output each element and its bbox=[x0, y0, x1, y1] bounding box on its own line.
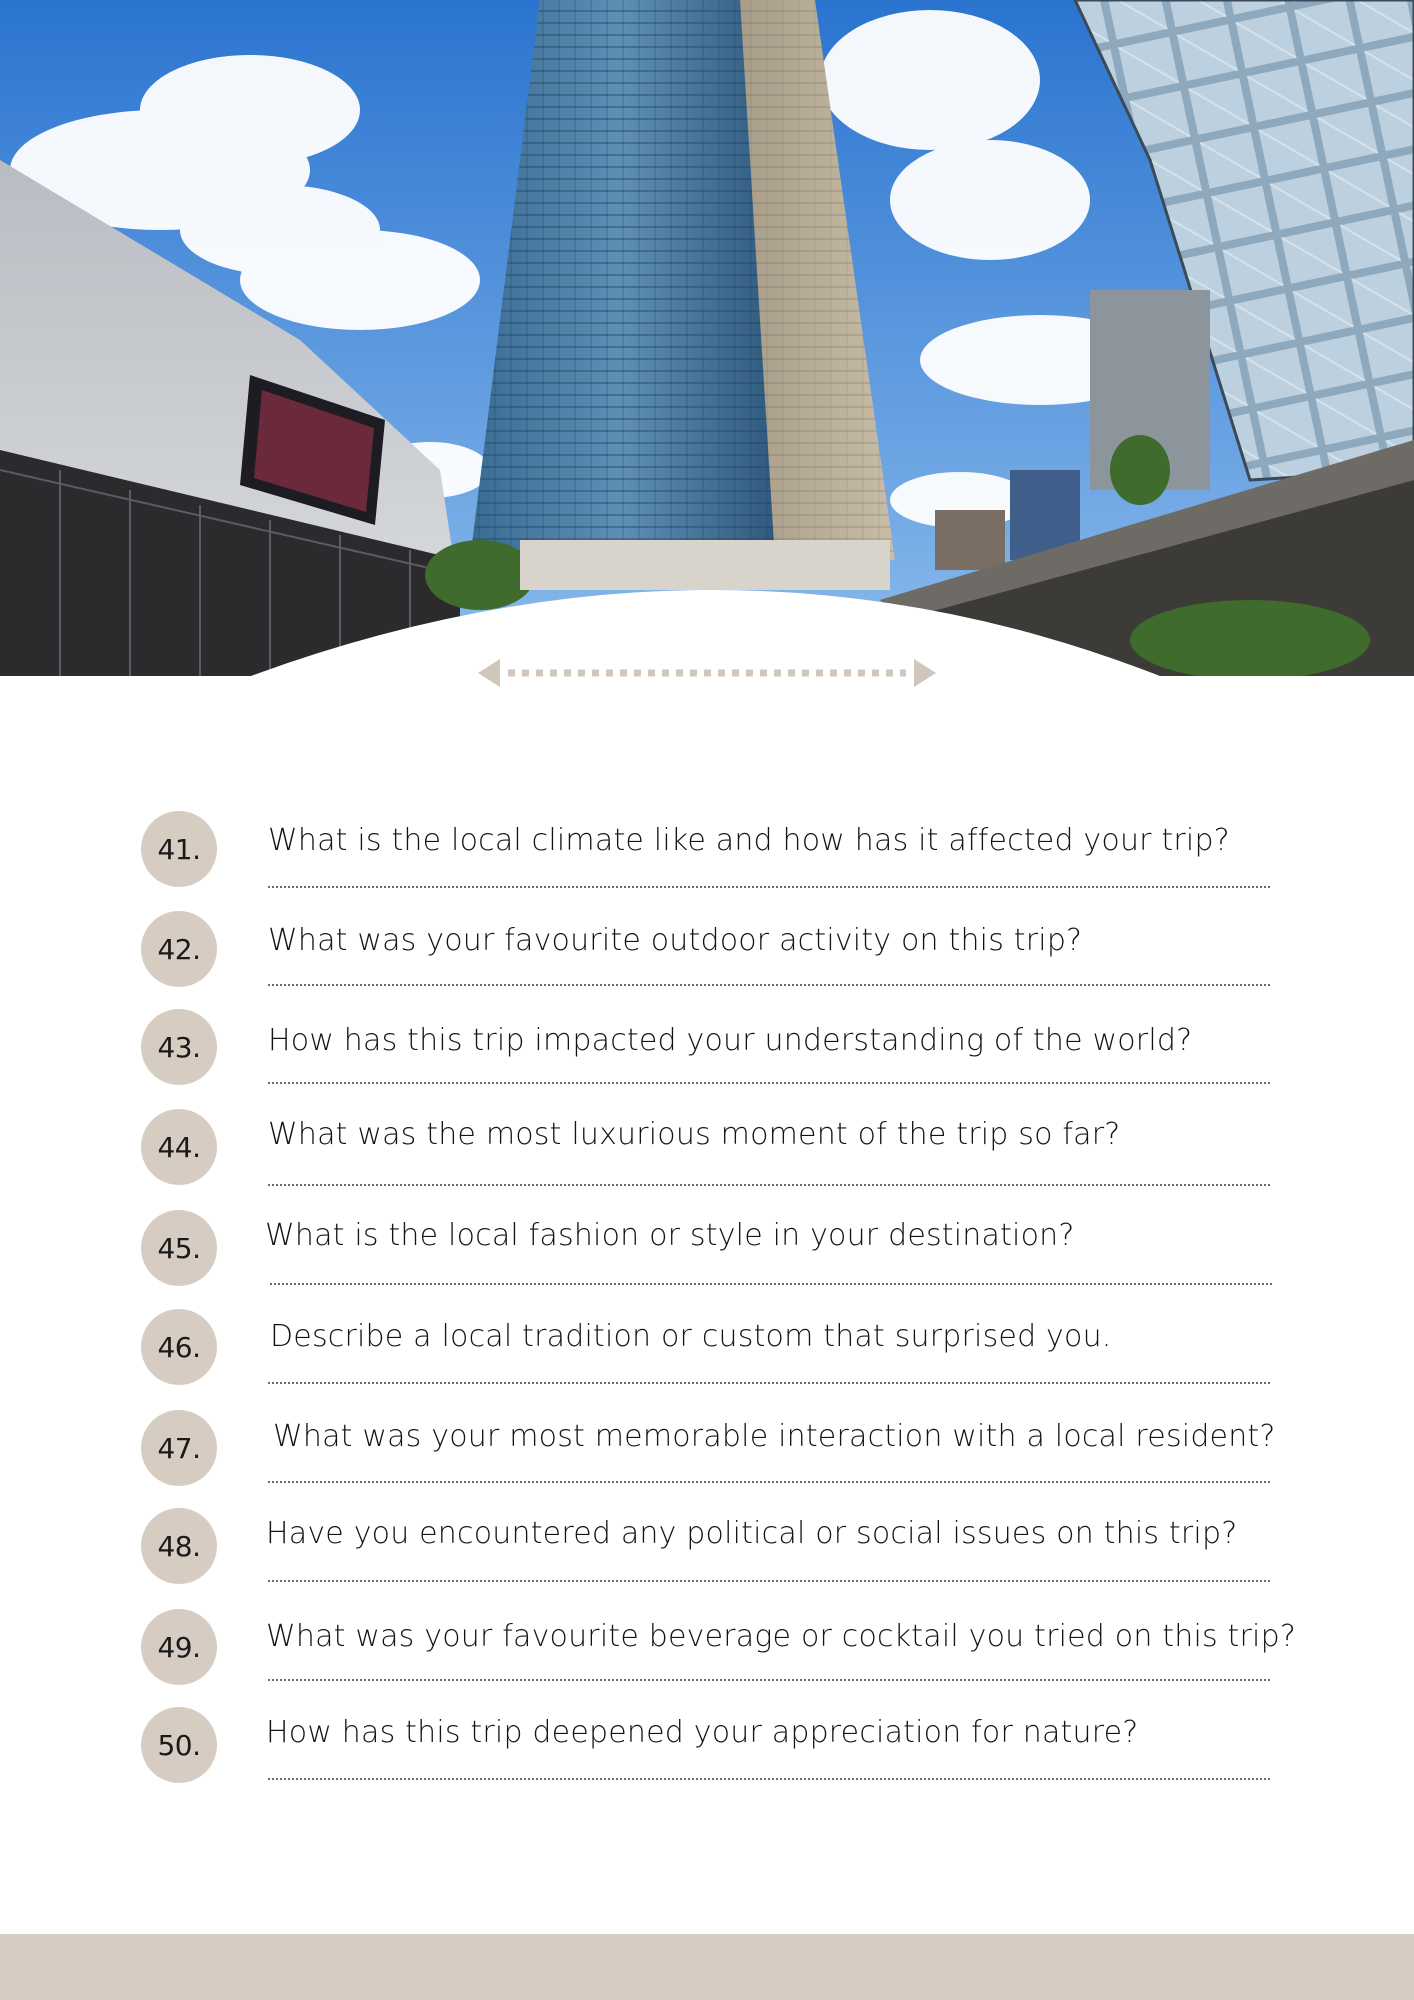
answer-line bbox=[268, 1778, 1270, 1780]
list-item bbox=[0, 1208, 1414, 1308]
list-item bbox=[0, 1307, 1414, 1407]
question-text: What was your most memorable interaction with a local resident? bbox=[273, 1419, 1276, 1454]
question-text: Have you encountered any political or social issues on this trip? bbox=[266, 1516, 1238, 1551]
question-text: What is the local climate like and how has it affected your trip? bbox=[268, 823, 1230, 858]
list-item bbox=[0, 909, 1414, 1009]
answer-line bbox=[268, 1382, 1270, 1384]
answer-line bbox=[268, 1679, 1270, 1681]
answer-line bbox=[268, 1082, 1270, 1084]
question-number: 42. bbox=[141, 911, 217, 987]
footer-band bbox=[0, 1934, 1414, 2000]
list-item bbox=[0, 1607, 1414, 1707]
answer-line bbox=[268, 1580, 1270, 1582]
question-number: 50. bbox=[141, 1707, 217, 1783]
question-number: 49. bbox=[141, 1609, 217, 1685]
question-number: 41. bbox=[141, 811, 217, 887]
question-text: How has this trip deepened your appreciation for nature? bbox=[266, 1715, 1139, 1750]
answer-line bbox=[268, 1481, 1270, 1483]
list-item bbox=[0, 1107, 1414, 1207]
answer-line bbox=[268, 886, 1270, 888]
city-skyline-illustration bbox=[0, 0, 1414, 680]
question-number: 44. bbox=[141, 1109, 217, 1185]
question-text: What was your favourite outdoor activity on this trip? bbox=[268, 923, 1083, 958]
question-text: How has this trip impacted your understanding of the world? bbox=[268, 1023, 1193, 1058]
question-number: 46. bbox=[141, 1309, 217, 1385]
answer-line bbox=[268, 984, 1270, 986]
list-item bbox=[0, 1705, 1414, 1805]
hero-photo bbox=[0, 0, 1414, 680]
question-text: What was the most luxurious moment of the trip so far? bbox=[268, 1117, 1121, 1152]
list-item bbox=[0, 809, 1414, 909]
question-text: Describe a local tradition or custom that surprised you. bbox=[270, 1319, 1112, 1354]
question-number: 48. bbox=[141, 1508, 217, 1584]
question-number: 43. bbox=[141, 1009, 217, 1085]
question-number: 45. bbox=[141, 1210, 217, 1286]
question-number: 47. bbox=[141, 1410, 217, 1486]
list-item bbox=[0, 1506, 1414, 1606]
answer-line bbox=[268, 1184, 1270, 1186]
question-text: What was your favourite beverage or cocktail you tried on this trip? bbox=[266, 1619, 1296, 1654]
answer-line bbox=[270, 1283, 1272, 1285]
list-item bbox=[0, 1408, 1414, 1508]
double-arrow-dotted-icon bbox=[478, 655, 936, 691]
question-text: What is the local fashion or style in your destination? bbox=[265, 1218, 1075, 1253]
list-item bbox=[0, 1007, 1414, 1107]
